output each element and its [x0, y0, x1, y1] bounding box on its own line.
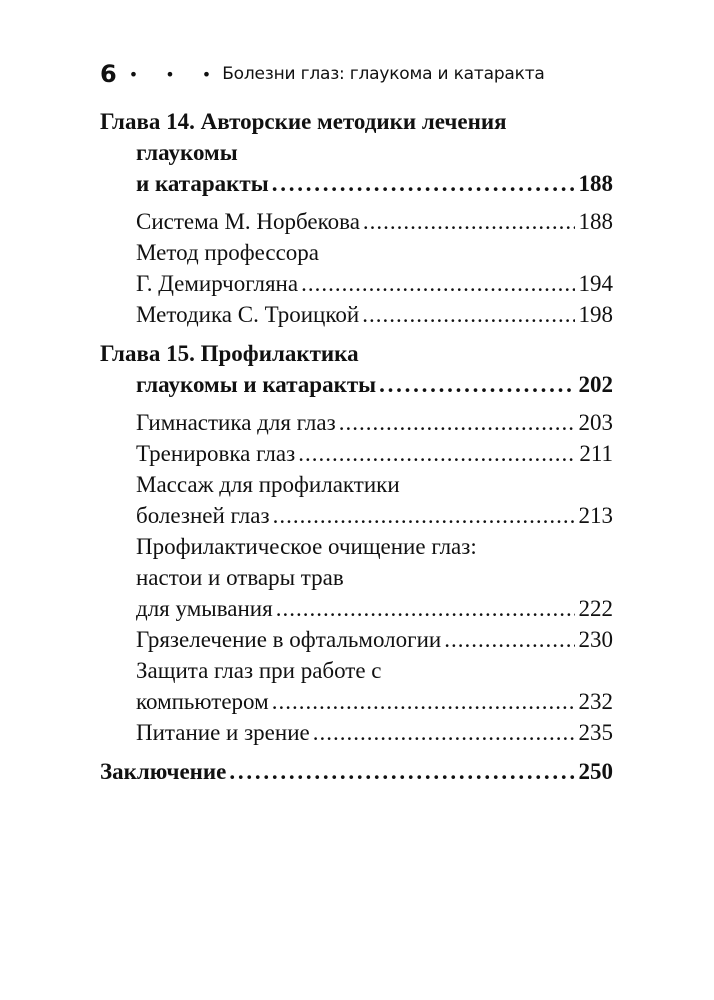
- toc-item-line: [136, 407, 613, 438]
- chapter-14-title-text: и катаракты: [136, 171, 269, 196]
- toc-item-title: компьютером: [136, 689, 269, 714]
- dot-leader: [339, 407, 575, 438]
- toc-item-line: [136, 206, 613, 237]
- toc-item-page: 232: [578, 689, 613, 714]
- toc-conclusion: [100, 756, 613, 787]
- dot-leader: [362, 299, 574, 330]
- toc-item: [136, 438, 613, 469]
- toc-item-page: 213: [578, 503, 613, 528]
- page-number: 6: [100, 60, 117, 88]
- dot-leader: [444, 624, 574, 655]
- toc-item-line: [136, 268, 613, 299]
- chapter-15-page: 202: [578, 372, 613, 397]
- toc-item: [136, 299, 613, 330]
- toc-chapter-15: [100, 338, 613, 400]
- toc-item-line: [136, 299, 613, 330]
- toc-item-title: Методика С. Троицкой: [136, 302, 360, 327]
- chapter-14-sections: [100, 206, 613, 330]
- toc-item: [136, 237, 613, 299]
- conclusion-title: Заключение: [100, 759, 227, 784]
- toc-item-page: 203: [578, 410, 613, 435]
- toc-item-page: 235: [578, 720, 613, 745]
- toc-item-page: 222: [578, 596, 613, 621]
- chapter-14-title-line-3: [100, 168, 613, 199]
- toc-item-line: [136, 438, 613, 469]
- toc-item-title: Грязелечение в офтальмологии: [136, 627, 442, 652]
- dot-leader: [363, 206, 575, 237]
- toc-item-title: Гимнастика для глаз: [136, 410, 336, 435]
- toc-item-page: 194: [578, 271, 613, 296]
- chapter-14-title-line-1: Глава 14. Авторские методики лечения: [100, 109, 507, 134]
- chapter-15-title-line-2: [100, 369, 613, 400]
- toc-item-page: 230: [578, 627, 613, 652]
- chapter-15-sections: [100, 407, 613, 748]
- chapter-15-title-text: глаукомы и катаракты: [136, 372, 377, 397]
- toc-item: [136, 655, 613, 717]
- dot-leader: [313, 717, 575, 748]
- toc-item-line: [136, 593, 613, 624]
- table-of-contents: [100, 106, 613, 794]
- toc-item-title-line: Метод профессора: [136, 240, 320, 265]
- dot-leader: [379, 369, 574, 400]
- toc-item-line: [136, 686, 613, 717]
- toc-item-page: 188: [578, 209, 613, 234]
- toc-item-title: Г. Демирчогляна: [136, 271, 299, 296]
- chapter-15-title-line-1: Глава 15. Профилактика: [100, 341, 359, 366]
- toc-item-title: Система М. Норбекова: [136, 209, 360, 234]
- toc-item-title-line: Защита глаз при работе с: [136, 658, 382, 683]
- toc-item: [136, 407, 613, 438]
- chapter-14-title-line-2: глаукомы: [136, 140, 238, 165]
- conclusion-line: [100, 756, 613, 787]
- dot-leader: [273, 500, 575, 531]
- conclusion-page: 250: [578, 759, 613, 784]
- header-separator-dots: • • •: [128, 64, 223, 84]
- toc-item-title: Питание и зрение: [136, 720, 310, 745]
- toc-item-title: для умывания: [136, 596, 273, 621]
- toc-item-title: болезней глаз: [136, 503, 270, 528]
- toc-chapter-14: [100, 106, 613, 199]
- toc-item-title-line: настои и отвары трав: [136, 565, 344, 590]
- toc-item-page: 198: [578, 302, 613, 327]
- toc-item: [136, 206, 613, 237]
- toc-item: [136, 469, 613, 531]
- toc-item: [136, 624, 613, 655]
- running-header: [100, 58, 620, 90]
- toc-item: [136, 717, 613, 748]
- dot-leader: [276, 593, 575, 624]
- toc-item-title-line: Профилактическое очищение глаз:: [136, 534, 477, 559]
- dot-leader: [298, 438, 575, 469]
- toc-item-title: Тренировка глаз: [136, 441, 296, 466]
- toc-item-line: [136, 624, 613, 655]
- toc-item: [136, 531, 613, 624]
- toc-item-line: [136, 500, 613, 531]
- toc-item-line: [136, 717, 613, 748]
- toc-item-title-line: Массаж для профилактики: [136, 472, 400, 497]
- dot-leader: [272, 686, 575, 717]
- dot-leader: [301, 268, 574, 299]
- dot-leader: [272, 168, 575, 199]
- toc-item-page: 211: [579, 441, 613, 466]
- running-title: Болезни глаз: глаукома и катаракта: [222, 64, 545, 84]
- dot-leader: [229, 756, 574, 787]
- chapter-14-page: 188: [578, 171, 613, 196]
